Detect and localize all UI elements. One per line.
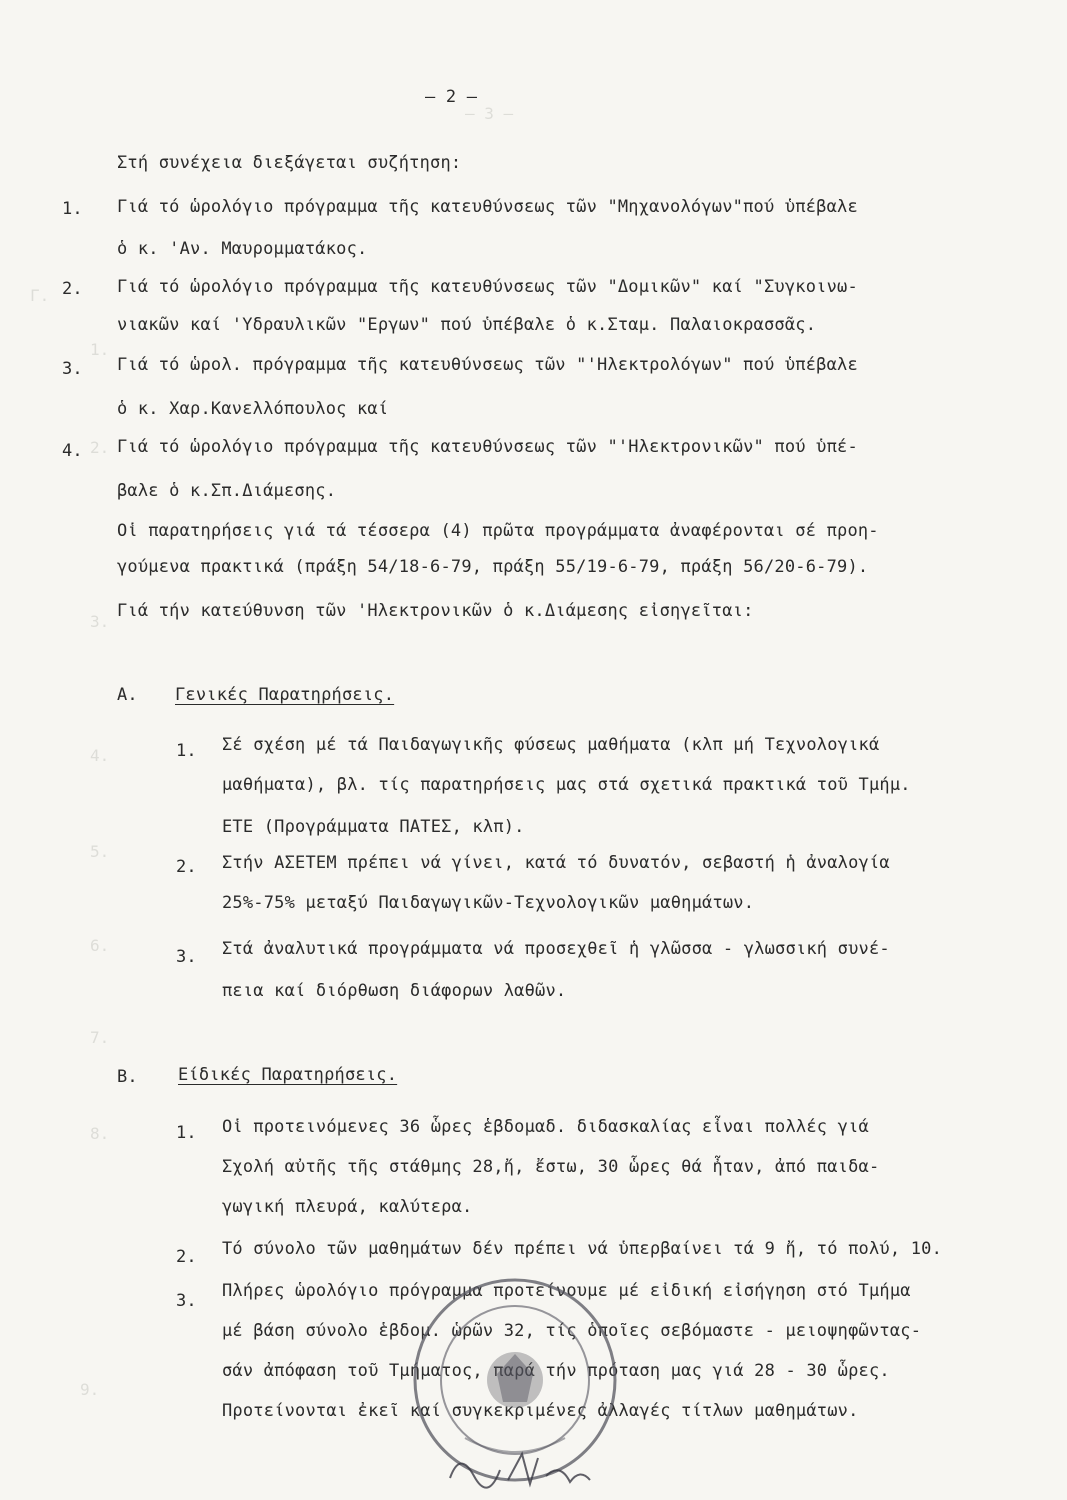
item-number: 2. — [62, 279, 83, 299]
paragraph-line: γούμενα πρακτικά (πράξη 54/18-6-79, πράξη 55/19-6-79, πράξη 56/20-6-79). — [117, 557, 869, 577]
item-number: 1. — [62, 199, 83, 219]
item-text: Προτείνονται ἐκεῖ καί συγκεκριμένες ἀλλαγές τίτλων μαθημάτων. — [222, 1401, 859, 1421]
item-number: 1. — [176, 1123, 197, 1143]
bleed-through-text: 6. — [90, 936, 110, 955]
bleed-through-text: 9. — [80, 1380, 100, 1399]
item-number: 2. — [176, 1247, 197, 1267]
bleed-through-text: Γ. — [30, 286, 50, 305]
bleed-through-text: 3. — [90, 612, 110, 631]
item-number: 3. — [176, 1291, 197, 1311]
item-number: 4. — [62, 441, 83, 461]
item-text: ὁ κ. Χαρ.Κανελλόπουλος καί — [117, 399, 389, 419]
item-text: Οἱ προτεινόμενες 36 ὧρες ἑβδομαδ. διδασκαλίας εἶναι πολλές γιά — [222, 1117, 869, 1137]
item-text: Τό σύνολο τῶν μαθημάτων δέν πρέπει νά ὑπερβαίνει τά 9 ἤ, τό πολύ, 10. — [222, 1239, 943, 1259]
bleed-through-text: 8. — [90, 1124, 110, 1143]
item-text: βαλε ὁ κ.Σπ.Διάμεσης. — [117, 481, 337, 501]
page-number: – 2 – — [425, 87, 478, 107]
intro-line: Στή συνέχεια διεξάγεται συζήτηση: — [117, 153, 462, 173]
section-a-label: Α. — [117, 685, 138, 705]
item-text: Σχολή αὐτῆς τῆς στάθμης 28,ἤ, ἔστω, 30 ὧρες θά ἦταν, ἀπό παιδα- — [222, 1157, 880, 1177]
item-number: 1. — [176, 741, 197, 761]
item-text: μέ βάση σύνολο ἑβδομ. ὡρῶν 32, τίς ὁποῖες σεβόμαστε - μειοψηφῶντας- — [222, 1321, 922, 1341]
signature-icon — [430, 1440, 630, 1500]
bleed-through-page-number: – 3 – — [465, 104, 514, 123]
paragraph-line: Οἱ παρατηρήσεις γιά τά τέσσερα (4) πρῶτα προγράμματα ἀναφέρονται σέ προη- — [117, 521, 879, 541]
item-text: ΕΤΕ (Προγράμματα ΠΑΤΕΣ, κλπ). — [222, 817, 525, 837]
item-text: Γιά τό ὡρολ. πρόγραμμα τῆς κατευθύνσεως τῶν "'Ηλεκτρολόγων" πού ὑπέβαλε — [117, 355, 858, 375]
item-text: 25%-75% μεταξύ Παιδαγωγικῶν-Τεχνολογικῶν μαθημάτων. — [222, 893, 755, 913]
paragraph-line: Γιά τήν κατεύθυνση τῶν 'Ηλεκτρονικῶν ὁ κ.Διάμεσης εἰσηγεῖται: — [117, 601, 754, 621]
item-text: Στήν ΑΣΕΤΕΜ πρέπει νά γίνει, κατά τό δυνατόν, σεβαστή ἡ ἀναλογία — [222, 853, 890, 873]
item-text: μαθήματα), βλ. τίς παρατηρήσεις μας στά σχετικά πρακτικά τοῦ Τμήμ. — [222, 775, 911, 795]
item-text: Γιά τό ὡρολόγιο πρόγραμμα τῆς κατευθύνσεως τῶν "'Ηλεκτρονικῶν" πού ὑπέ- — [117, 437, 858, 457]
item-text: ὁ κ. 'Αν. Μαυρομματάκος. — [117, 239, 368, 259]
item-number: 2. — [176, 857, 197, 877]
bleed-through-text: 4. — [90, 746, 110, 765]
item-text: σάν ἀπόφαση τοῦ Τμήματος, παρά τήν πρόταση μας γιά 28 - 30 ὧρες. — [222, 1361, 890, 1381]
item-text: Πλήρες ὡρολόγιο πρόγραμμα προτείνουμε μέ εἰδική εἰσήγηση στό Τμήμα — [222, 1281, 911, 1301]
item-text: πεια καί διόρθωση διάφορων λαθῶν. — [222, 981, 567, 1001]
bleed-through-text: 7. — [90, 1028, 110, 1047]
item-text: Γιά τό ὡρολόγιο πρόγραμμα τῆς κατευθύνσεως τῶν "Δομικῶν" καί "Συγκοινω- — [117, 277, 858, 297]
bleed-through-text: 2. — [90, 438, 110, 457]
item-text: Στά ἀναλυτικά προγράμματα νά προσεχθεῖ ἡ γλῶσσα - γλωσσική συνέ- — [222, 939, 890, 959]
item-number: 3. — [176, 947, 197, 967]
item-number: 3. — [62, 359, 83, 379]
section-b-title: Είδικές Παρατηρήσεις. — [178, 1065, 398, 1085]
bleed-through-text: 5. — [90, 842, 110, 861]
section-a-title: Γενικές Παρατηρήσεις. — [175, 685, 395, 705]
section-b-label: Β. — [117, 1067, 138, 1087]
item-text: Σέ σχέση μέ τά Παιδαγωγικῆς φύσεως μαθήματα (κλπ μή Τεχνολογικά — [222, 735, 880, 755]
item-text: νιακῶν καί 'Υδραυλικῶν "Εργων" πού ὑπέβαλε ὁ κ.Σταμ. Παλαιοκρασσᾶς. — [117, 315, 817, 335]
item-text: Γιά τό ὡρολόγιο πρόγραμμα τῆς κατευθύνσεως τῶν "Μηχανολόγων"πού ὑπέβαλε — [117, 197, 858, 217]
item-text: γωγική πλευρά, καλύτερα. — [222, 1197, 473, 1217]
bleed-through-text: 1. — [90, 340, 110, 359]
